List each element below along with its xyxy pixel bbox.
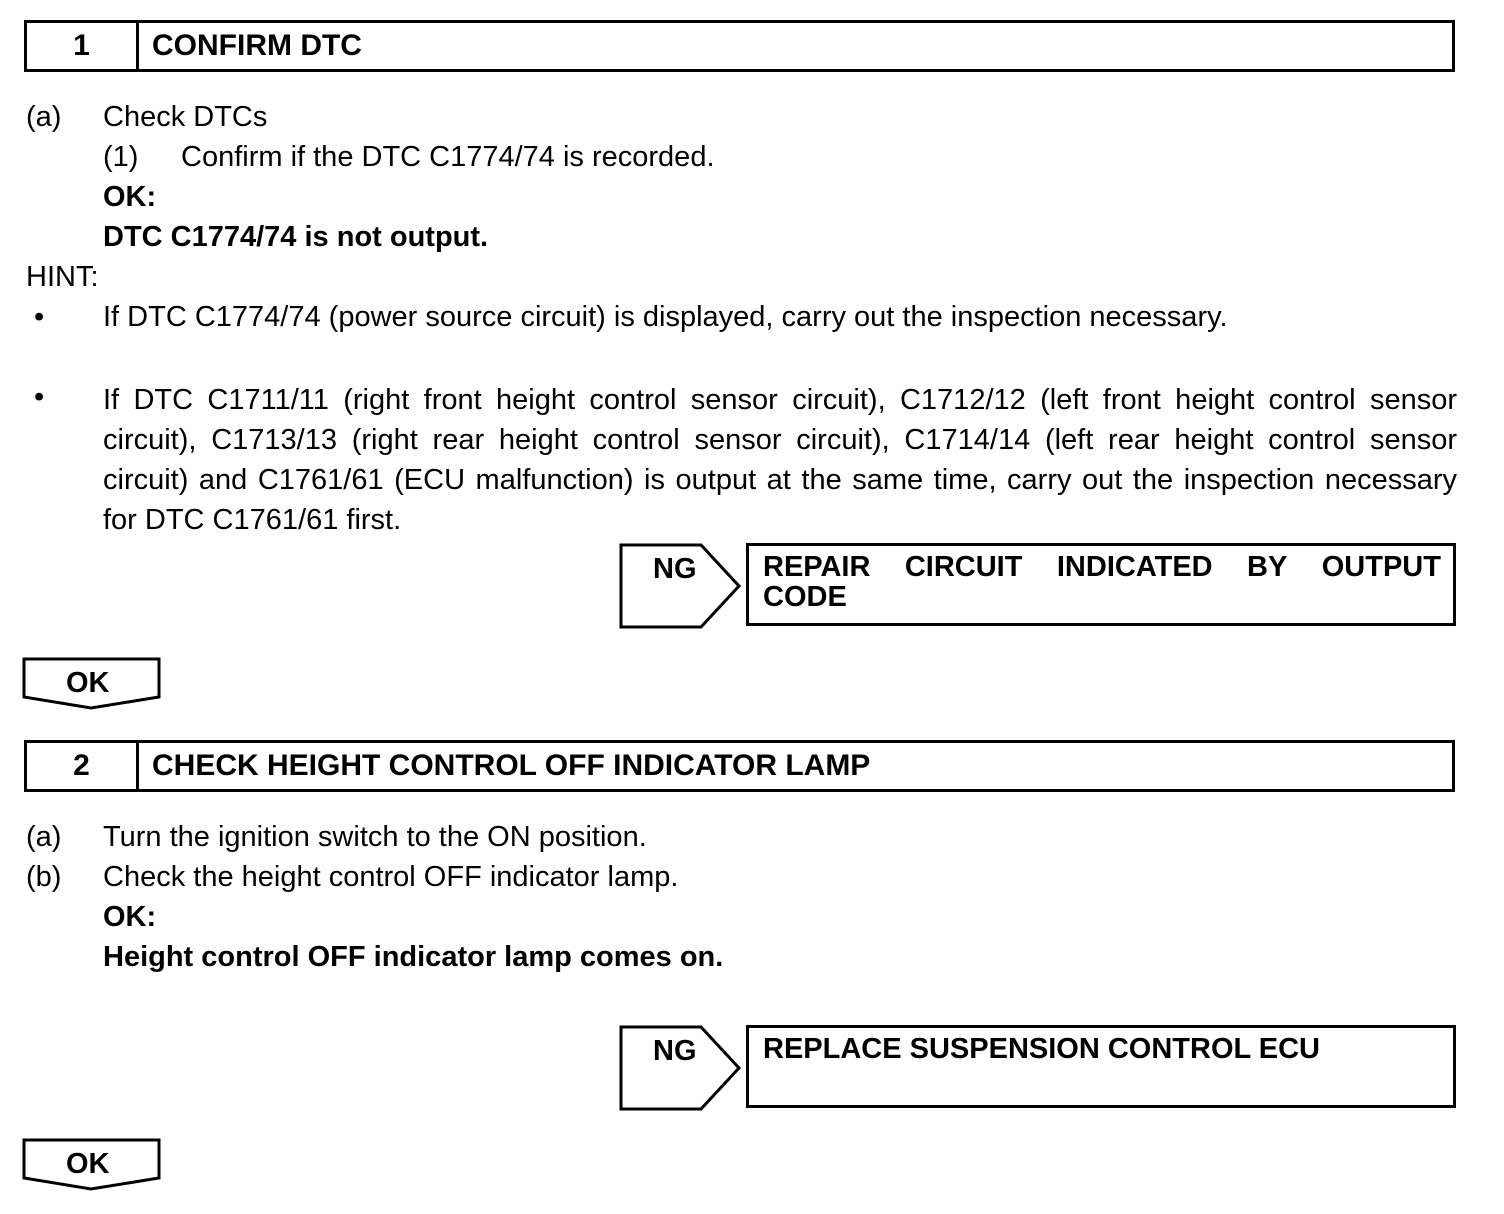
sub-item-text: Confirm if the DTC C1774/74 is recorded. [181,141,715,173]
bullet-icon: • [34,381,45,413]
item-marker: (a) [26,101,62,133]
ng-result-word: REPAIR [763,551,871,583]
step-2-header [24,740,1455,792]
ng-label: NG [653,1035,697,1067]
ng-result-word: OUTPUT [1321,551,1441,583]
step-number: 2 [27,743,139,789]
item-text: Check the height control OFF indicator lamp. [103,861,679,893]
ok-flow-label: OK [66,667,110,699]
hint-line: for DTC C1761/61 first. [103,504,402,536]
hint-label: HINT: [26,261,99,293]
ng-result-word: CIRCUIT [904,551,1023,583]
ng-result-line [763,552,1441,582]
hint-line: If DTC C1711/11 (right front height control sensor circuit), C1712/12 (left front height control sensor [103,384,1457,416]
ok-flow-label: OK [66,1148,110,1180]
item-text: Check DTCs [103,101,268,133]
item-text: Turn the ignition switch to the ON position. [103,821,647,853]
ng-result-text: REPLACE SUSPENSION CONTROL ECU [763,1033,1320,1065]
item-marker: (a) [26,821,62,853]
step-title: CONFIRM DTC [152,29,362,62]
sub-item-marker: (1) [103,141,139,173]
ng-result-box [746,543,1456,626]
ok-label: OK: [103,181,157,213]
ng-result-word: BY [1247,551,1288,583]
hint-line: circuit) and C1761/61 (ECU malfunction) is output at the same time, carry out the inspection necessary [103,464,1457,496]
bullet-icon: • [34,301,45,333]
ng-label: NG [653,553,697,585]
hint-paragraph [103,380,1457,540]
ok-label: OK: [103,901,157,933]
hint-line: circuit), C1713/13 (right rear height control sensor circuit), C1714/14 (left rear height control sensor [103,424,1457,456]
ng-result-box [746,1025,1456,1108]
ok-criteria: Height control OFF indicator lamp comes on. [103,941,724,973]
step-1-header [24,20,1455,72]
item-marker: (b) [26,861,62,893]
ng-result-word: INDICATED [1056,551,1213,583]
ok-criteria: DTC C1774/74 is not output. [103,221,489,253]
ng-result-line-2: CODE [763,581,847,613]
step-title: CHECK HEIGHT CONTROL OFF INDICATOR LAMP [152,749,871,782]
step-number: 1 [27,23,139,69]
hint-text: If DTC C1774/74 (power source circuit) is displayed, carry out the inspection necessary. [103,301,1228,333]
